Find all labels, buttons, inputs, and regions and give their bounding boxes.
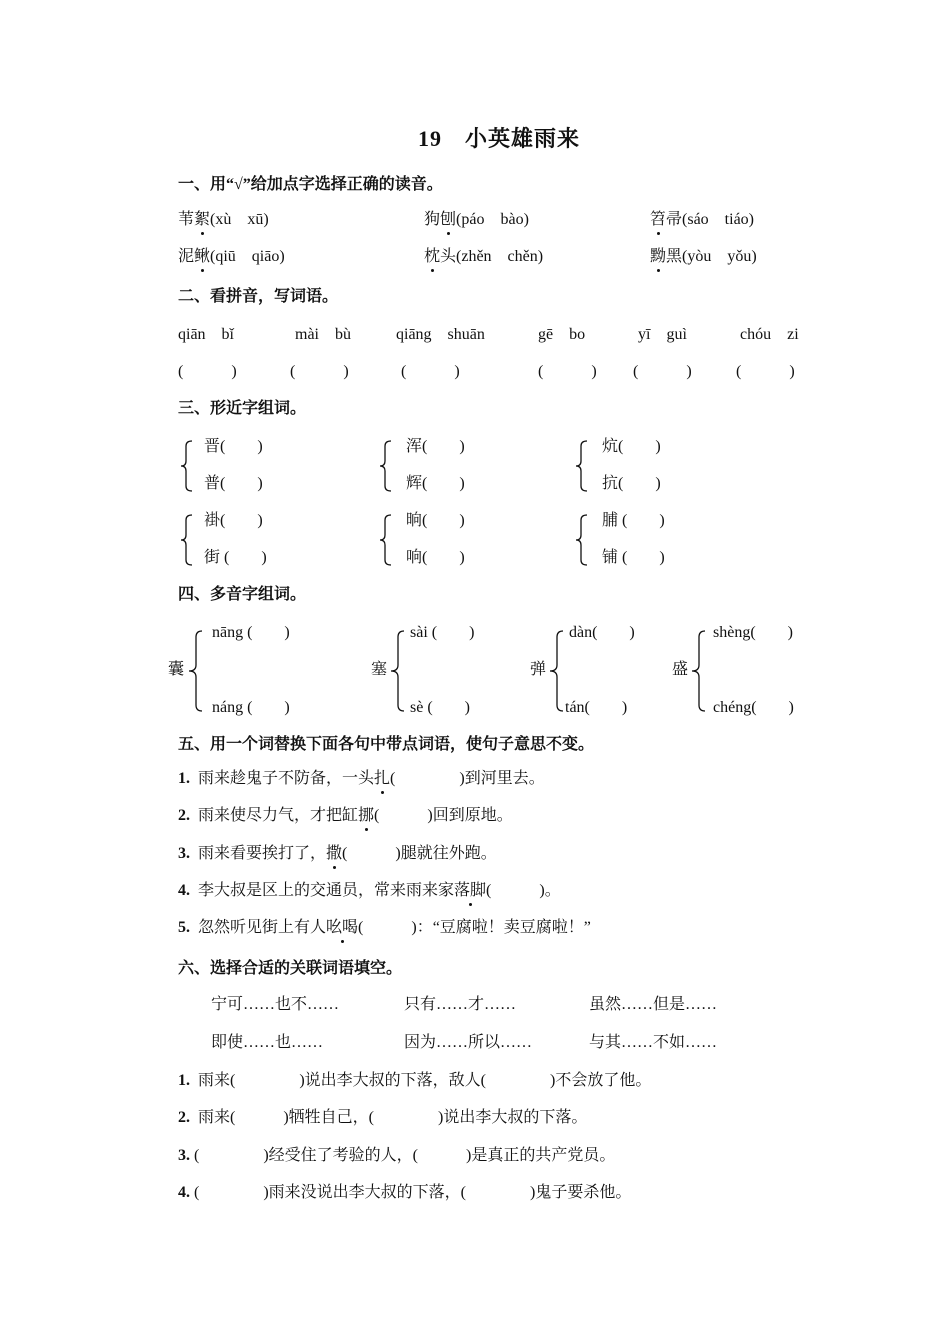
section-4-heading: 四、多音字组词。	[178, 586, 307, 603]
s1-item: 狗刨(páo bào)	[424, 211, 529, 228]
left-brace	[691, 630, 707, 712]
conjunction-option: 即使……也……	[211, 1034, 324, 1051]
conjunction-option: 只有……才……	[404, 996, 517, 1013]
left-brace	[379, 514, 393, 566]
page-title: 19 小英雄雨来	[418, 126, 581, 151]
answer-blank[interactable]: ( )	[401, 363, 460, 380]
word-group-item[interactable]: 脯 ( )	[602, 512, 665, 529]
left-brace	[575, 514, 589, 566]
answer-blank[interactable]: ( )	[538, 363, 597, 380]
sentence-item: 5. 忽然听见街上有人吆喝( )：“豆腐啦！卖豆腐啦！”	[178, 919, 591, 936]
word-group-item[interactable]: 晌( )	[406, 512, 465, 529]
answer-blank[interactable]: ( )	[736, 363, 795, 380]
pinyin-label: qiān bǐ	[178, 326, 234, 343]
answer-blank[interactable]: ( )	[290, 363, 349, 380]
section-2-heading: 二、看拼音，写词语。	[178, 288, 339, 305]
answer-blank[interactable]: ( )	[178, 363, 237, 380]
polyphone-reading[interactable]: sè ( )	[410, 699, 470, 716]
sentence-item: 1. 雨来趁鬼子不防备，一头扎( )到河里去。	[178, 770, 545, 787]
left-brace	[180, 440, 194, 492]
polyphone-reading[interactable]: tán( )	[565, 699, 628, 716]
left-brace	[390, 630, 406, 712]
section-6-heading: 六、选择合适的关联词语填空。	[178, 960, 403, 977]
s1-item: 泥鳅(qiū qiāo)	[178, 248, 285, 265]
conjunction-option: 宁可……也不……	[211, 996, 340, 1013]
sentence-item: 4. 李大叔是区上的交通员，常来雨来家落脚( )。	[178, 882, 561, 899]
polyphone-reading[interactable]: sài ( )	[410, 624, 475, 641]
conjunction-option: 虽然……但是……	[589, 996, 718, 1013]
pinyin-label: chóu zi	[740, 326, 799, 343]
word-group-item[interactable]: 辉( )	[406, 475, 465, 492]
sentence-item: 2. 雨来使尽力气，才把缸挪( )回到原地。	[178, 807, 513, 824]
polyphone-reading[interactable]: dàn( )	[569, 624, 635, 641]
left-brace	[575, 440, 589, 492]
word-group-item[interactable]: 浑( )	[406, 438, 465, 455]
conjunction-option: 因为……所以……	[404, 1034, 533, 1051]
answer-blank[interactable]: ( )	[633, 363, 692, 380]
pinyin-label: gē bo	[538, 326, 586, 343]
section-3-heading: 三、形近字组词。	[178, 400, 307, 417]
word-group-item[interactable]: 街 ( )	[204, 549, 267, 566]
sentence-item: 3. 雨来看要挨打了，撒( )腿就往外跑。	[178, 845, 497, 862]
fill-sentence: 3. ( )经受住了考验的人，( )是真正的共产党员。	[178, 1147, 616, 1164]
word-group-item[interactable]: 抗( )	[602, 475, 661, 492]
fill-sentence: 1. 雨来( )说出李大叔的下落，敌人( )不会放了他。	[178, 1072, 652, 1089]
conjunction-option: 与其……不如……	[589, 1034, 718, 1051]
word-group-item[interactable]: 响( )	[406, 549, 465, 566]
s1-item: 苇絮(xù xū)	[178, 211, 269, 228]
s1-item: 枕头(zhěn chěn)	[424, 248, 544, 265]
fill-sentence: 4. ( )雨来没说出李大叔的下落，( )鬼子要杀他。	[178, 1184, 632, 1201]
left-brace	[549, 630, 565, 712]
polyphone-char: 弹	[530, 661, 547, 678]
polyphone-reading[interactable]: nāng ( )	[212, 624, 290, 641]
word-group-item[interactable]: 晋( )	[204, 438, 263, 455]
pinyin-label: mài bù	[295, 326, 351, 343]
word-group-item[interactable]: 褂( )	[204, 512, 263, 529]
polyphone-char: 塞	[371, 661, 388, 678]
s1-item: 笤帚(sáo tiáo)	[650, 211, 754, 228]
s1-item: 黝黑(yòu yǒu)	[650, 248, 757, 265]
left-brace	[379, 440, 393, 492]
word-group-item[interactable]: 铺 ( )	[602, 549, 665, 566]
left-brace	[180, 514, 194, 566]
word-group-item[interactable]: 普( )	[204, 475, 263, 492]
polyphone-char: 囊	[168, 661, 185, 678]
polyphone-char: 盛	[672, 661, 689, 678]
polyphone-reading[interactable]: shèng( )	[713, 624, 793, 641]
pinyin-label: qiāng shuān	[396, 326, 485, 343]
section-5-heading: 五、用一个词替换下面各句中带点词语，使句子意思不变。	[178, 736, 595, 753]
polyphone-reading[interactable]: náng ( )	[212, 699, 290, 716]
left-brace	[188, 630, 204, 712]
polyphone-reading[interactable]: chéng( )	[713, 699, 794, 716]
word-group-item[interactable]: 炕( )	[602, 438, 661, 455]
pinyin-label: yī guì	[638, 326, 687, 343]
section-1-heading: 一、用“√”给加点字选择正确的读音。	[178, 176, 443, 193]
fill-sentence: 2. 雨来( )牺牲自己，( )说出李大叔的下落。	[178, 1109, 588, 1126]
